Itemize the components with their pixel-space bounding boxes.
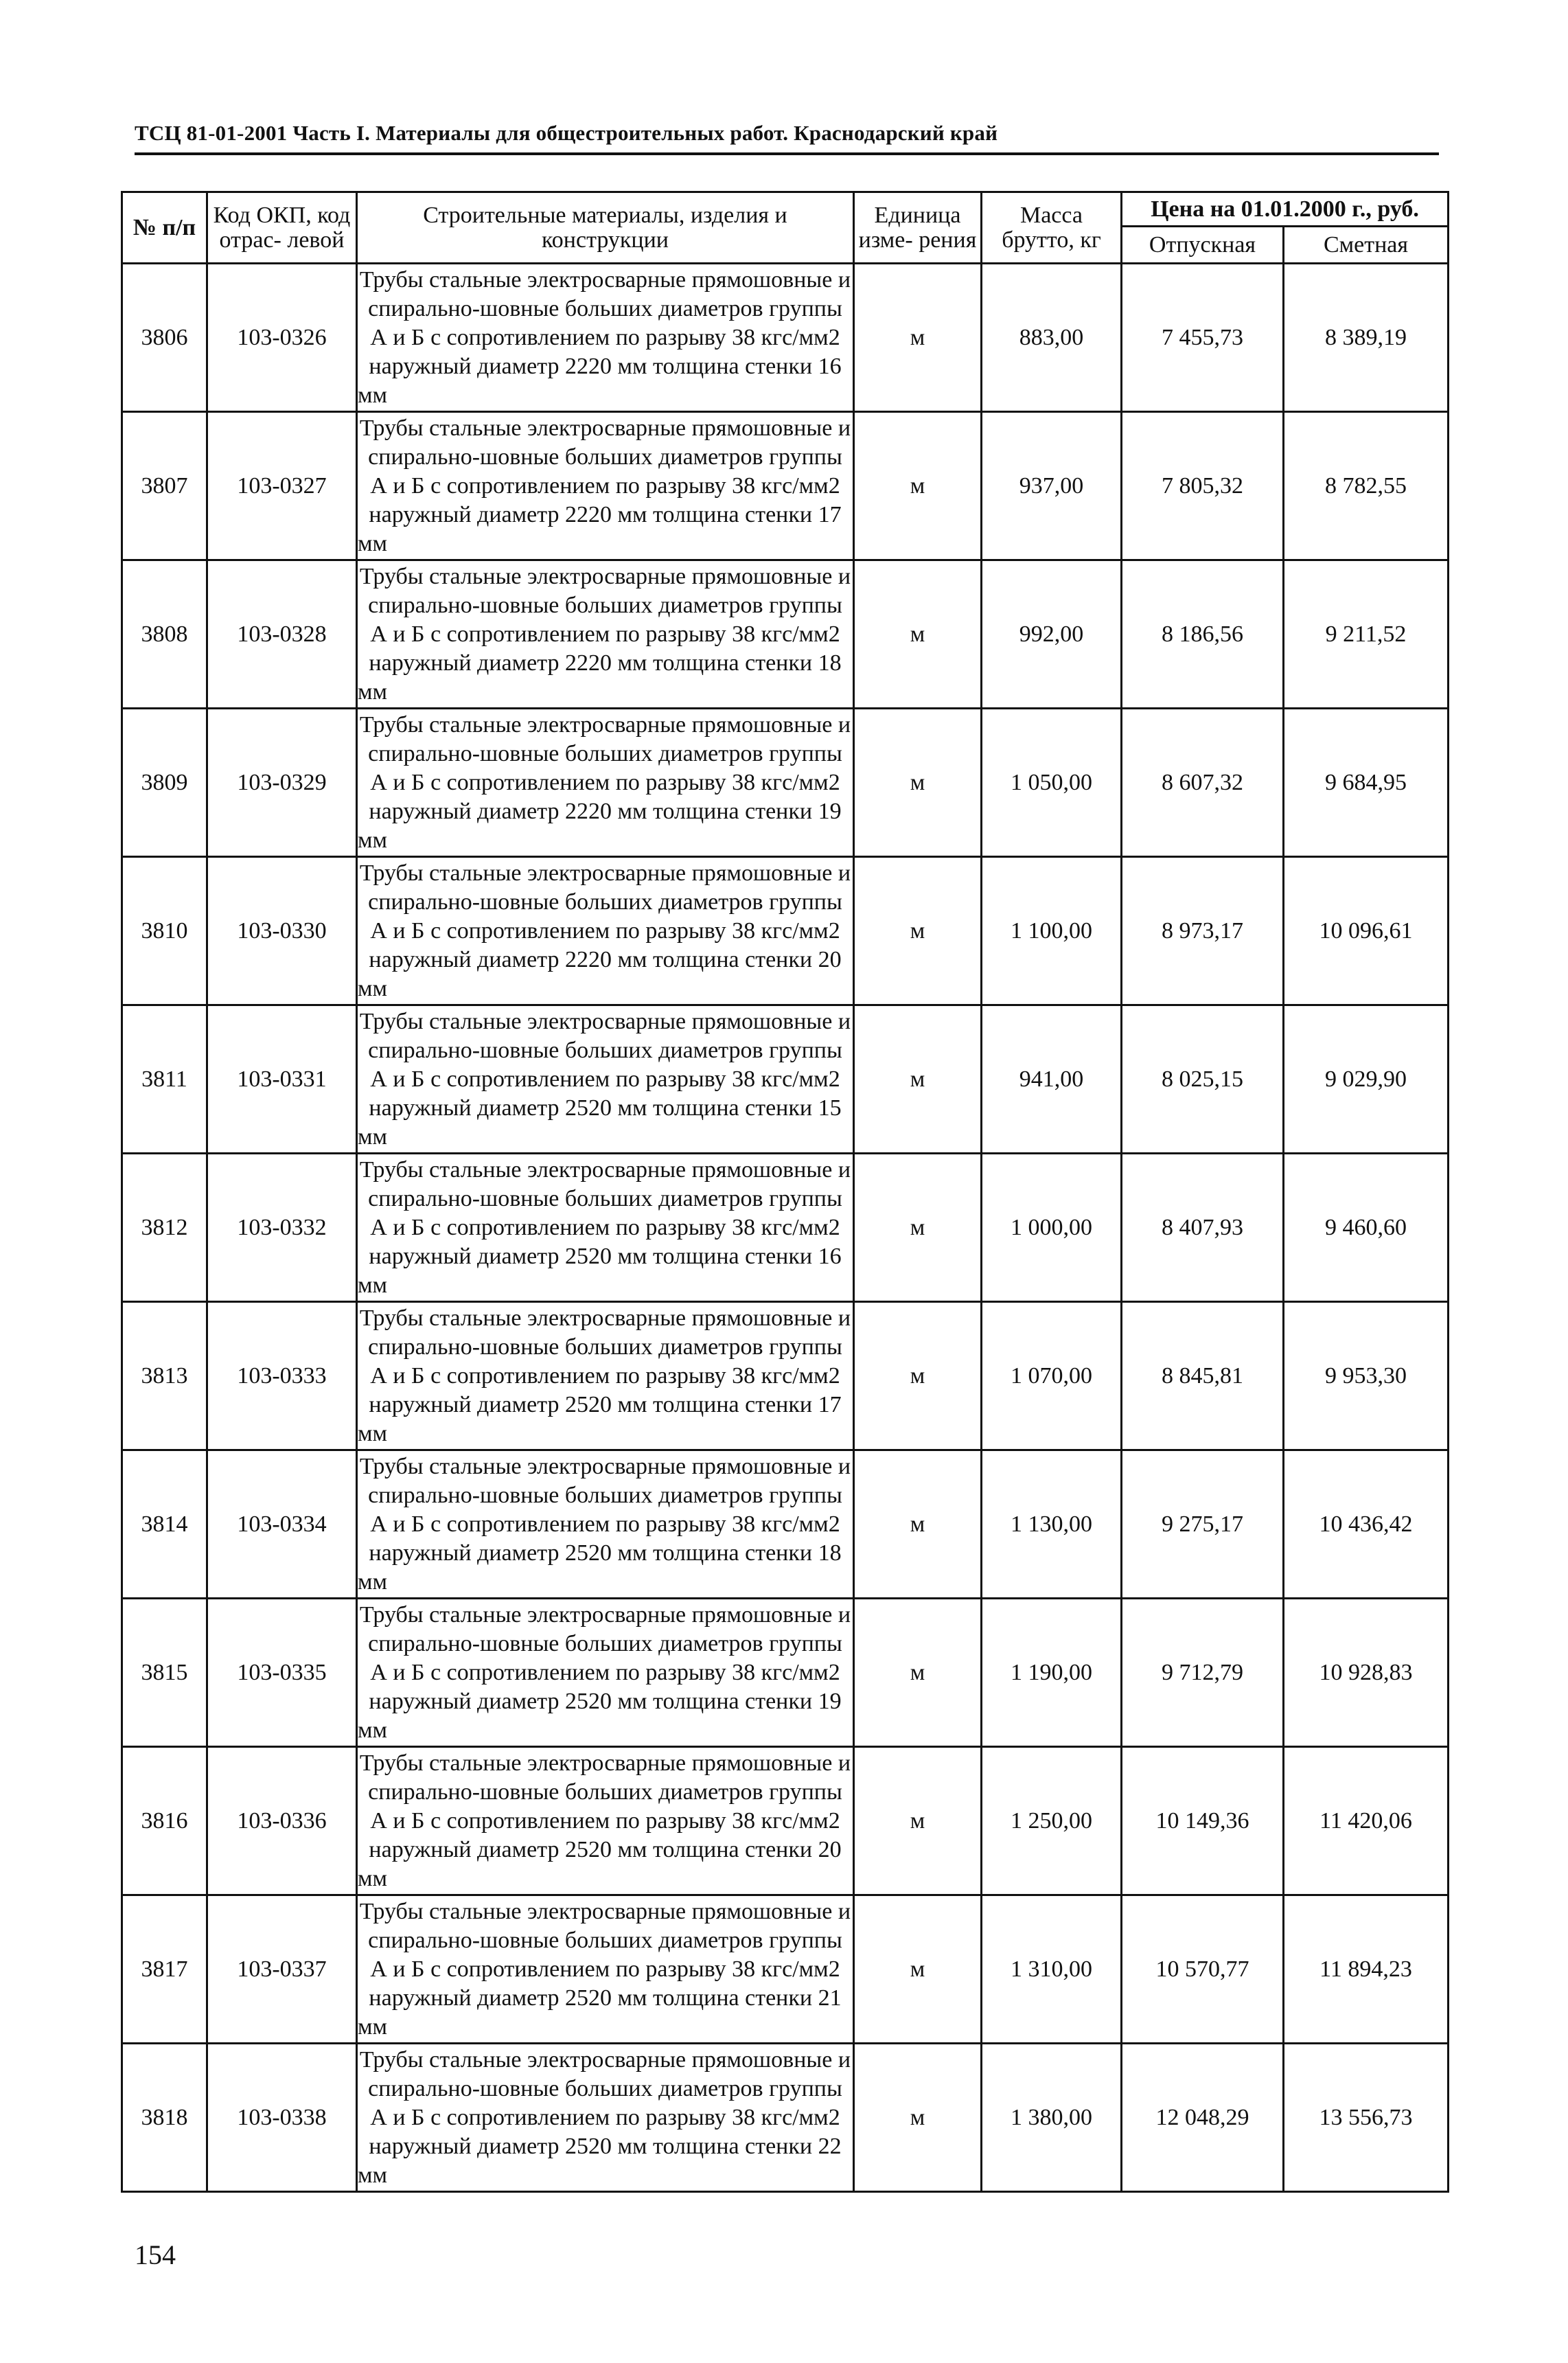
cell-mass: 1 310,00 [982, 1895, 1122, 2044]
cell-num: 3807 [122, 412, 207, 560]
price-table [121, 191, 1449, 2193]
cell-num: 3811 [122, 1005, 207, 1154]
cell-price-release: 8 407,93 [1122, 1154, 1284, 1302]
cell-code: 103-0328 [207, 560, 357, 709]
cell-mass: 937,00 [982, 412, 1122, 560]
cell-num: 3806 [122, 264, 207, 412]
cell-description: Трубы стальные электросварные прямошовные и спирально-шовные больших диаметров группы А и Б с сопротивлением по разрыву 38 кгс/мм2 наружный диаметр 2220 мм толщина стенки 16 мм [357, 264, 854, 412]
table-row [122, 1005, 1449, 1154]
cell-price-release: 8 025,15 [1122, 1005, 1284, 1154]
column-header-price-estimate: Сметная [1284, 227, 1449, 264]
cell-num: 3809 [122, 709, 207, 857]
cell-code: 103-0329 [207, 709, 357, 857]
cell-num: 3810 [122, 857, 207, 1005]
cell-price-estimate: 10 928,83 [1284, 1599, 1449, 1747]
table-row [122, 1450, 1449, 1599]
cell-mass: 992,00 [982, 560, 1122, 709]
cell-code: 103-0336 [207, 1747, 357, 1895]
cell-description: Трубы стальные электросварные прямошовные и спирально-шовные больших диаметров группы А и Б с сопротивлением по разрыву 38 кгс/мм2 наружный диаметр 2520 мм толщина стенки 21 мм [357, 1895, 854, 2044]
cell-mass: 1 130,00 [982, 1450, 1122, 1599]
cell-mass: 1 380,00 [982, 2044, 1122, 2192]
cell-description: Трубы стальные электросварные прямошовные и спирально-шовные больших диаметров группы А и Б с сопротивлением по разрыву 38 кгс/мм2 наружный диаметр 2520 мм толщина стенки 17 мм [357, 1302, 854, 1450]
table-row [122, 560, 1449, 709]
cell-price-release: 7 455,73 [1122, 264, 1284, 412]
cell-price-estimate: 9 460,60 [1284, 1154, 1449, 1302]
cell-price-release: 8 186,56 [1122, 560, 1284, 709]
table-row [122, 1895, 1449, 2044]
cell-description: Трубы стальные электросварные прямошовные и спирально-шовные больших диаметров группы А и Б с сопротивлением по разрыву 38 кгс/мм2 наружный диаметр 2520 мм толщина стенки 22 мм [357, 2044, 854, 2192]
cell-unit: м [854, 1450, 982, 1599]
cell-num: 3816 [122, 1747, 207, 1895]
table-row [122, 1302, 1449, 1450]
column-header-num: № п/п [122, 192, 207, 264]
table-row [122, 857, 1449, 1005]
cell-unit: м [854, 1302, 982, 1450]
column-header-price-group: Цена на 01.01.2000 г., руб. [1122, 192, 1449, 227]
cell-price-release: 8 973,17 [1122, 857, 1284, 1005]
cell-code: 103-0334 [207, 1450, 357, 1599]
table-row [122, 1747, 1449, 1895]
cell-price-release: 8 845,81 [1122, 1302, 1284, 1450]
cell-price-estimate: 11 420,06 [1284, 1747, 1449, 1895]
cell-description: Трубы стальные электросварные прямошовные и спирально-шовные больших диаметров группы А и Б с сопротивлением по разрыву 38 кгс/мм2 наружный диаметр 2220 мм толщина стенки 20 мм [357, 857, 854, 1005]
table-row [122, 412, 1449, 560]
cell-mass: 941,00 [982, 1005, 1122, 1154]
cell-price-release: 8 607,32 [1122, 709, 1284, 857]
cell-description: Трубы стальные электросварные прямошовные и спирально-шовные больших диаметров группы А и Б с сопротивлением по разрыву 38 кгс/мм2 наружный диаметр 2220 мм толщина стенки 18 мм [357, 560, 854, 709]
cell-unit: м [854, 1005, 982, 1154]
page-header-title: ТСЦ 81-01-2001 Часть I. Материалы для общестроительных работ. Краснодарский край [135, 121, 998, 145]
cell-description: Трубы стальные электросварные прямошовные и спирально-шовные больших диаметров группы А и Б с сопротивлением по разрыву 38 кгс/мм2 наружный диаметр 2520 мм толщина стенки 16 мм [357, 1154, 854, 1302]
cell-price-estimate: 9 953,30 [1284, 1302, 1449, 1450]
cell-price-estimate: 8 389,19 [1284, 264, 1449, 412]
cell-mass: 1 070,00 [982, 1302, 1122, 1450]
cell-code: 103-0331 [207, 1005, 357, 1154]
cell-unit: м [854, 560, 982, 709]
cell-price-estimate: 9 211,52 [1284, 560, 1449, 709]
cell-price-release: 10 570,77 [1122, 1895, 1284, 2044]
cell-unit: м [854, 1599, 982, 1747]
cell-code: 103-0332 [207, 1154, 357, 1302]
header-rule [135, 152, 1439, 155]
cell-code: 103-0335 [207, 1599, 357, 1747]
cell-description: Трубы стальные электросварные прямошовные и спирально-шовные больших диаметров группы А и Б с сопротивлением по разрыву 38 кгс/мм2 наружный диаметр 2520 мм толщина стенки 15 мм [357, 1005, 854, 1154]
column-header-price-release: Отпускная [1122, 227, 1284, 264]
table-header-row [122, 192, 1449, 227]
cell-mass: 1 050,00 [982, 709, 1122, 857]
table-row [122, 1599, 1449, 1747]
cell-description: Трубы стальные электросварные прямошовные и спирально-шовные больших диаметров группы А и Б с сопротивлением по разрыву 38 кгс/мм2 наружный диаметр 2220 мм толщина стенки 17 мм [357, 412, 854, 560]
cell-code: 103-0337 [207, 1895, 357, 2044]
cell-unit: м [854, 1747, 982, 1895]
cell-price-estimate: 9 029,90 [1284, 1005, 1449, 1154]
table-row [122, 1154, 1449, 1302]
cell-unit: м [854, 412, 982, 560]
cell-unit: м [854, 1154, 982, 1302]
table-body [122, 264, 1449, 2192]
column-header-code: Код ОКП, код отрас- левой [207, 192, 357, 264]
cell-price-release: 7 805,32 [1122, 412, 1284, 560]
cell-price-estimate: 10 436,42 [1284, 1450, 1449, 1599]
cell-price-release: 9 275,17 [1122, 1450, 1284, 1599]
cell-mass: 1 250,00 [982, 1747, 1122, 1895]
column-header-mass: Масса брутто, кг [982, 192, 1122, 264]
cell-description: Трубы стальные электросварные прямошовные и спирально-шовные больших диаметров группы А и Б с сопротивлением по разрыву 38 кгс/мм2 наружный диаметр 2520 мм толщина стенки 19 мм [357, 1599, 854, 1747]
cell-price-estimate: 13 556,73 [1284, 2044, 1449, 2192]
cell-mass: 1 000,00 [982, 1154, 1122, 1302]
cell-num: 3814 [122, 1450, 207, 1599]
table-row [122, 2044, 1449, 2192]
cell-num: 3808 [122, 560, 207, 709]
cell-unit: м [854, 1895, 982, 2044]
cell-unit: м [854, 709, 982, 857]
column-header-unit: Единица изме- рения [854, 192, 982, 264]
cell-description: Трубы стальные электросварные прямошовные и спирально-шовные больших диаметров группы А и Б с сопротивлением по разрыву 38 кгс/мм2 наружный диаметр 2520 мм толщина стенки 18 мм [357, 1450, 854, 1599]
cell-num: 3817 [122, 1895, 207, 2044]
table-row [122, 709, 1449, 857]
table-row [122, 264, 1449, 412]
cell-mass: 1 190,00 [982, 1599, 1122, 1747]
cell-unit: м [854, 264, 982, 412]
cell-price-estimate: 8 782,55 [1284, 412, 1449, 560]
column-header-material: Строительные материалы, изделия и конструкции [357, 192, 854, 264]
cell-mass: 1 100,00 [982, 857, 1122, 1005]
cell-unit: м [854, 2044, 982, 2192]
cell-num: 3813 [122, 1302, 207, 1450]
cell-code: 103-0327 [207, 412, 357, 560]
cell-price-estimate: 10 096,61 [1284, 857, 1449, 1005]
page-number: 154 [135, 2239, 176, 2270]
cell-price-release: 9 712,79 [1122, 1599, 1284, 1747]
cell-description: Трубы стальные электросварные прямошовные и спирально-шовные больших диаметров группы А и Б с сопротивлением по разрыву 38 кгс/мм2 наружный диаметр 2520 мм толщина стенки 20 мм [357, 1747, 854, 1895]
cell-price-release: 12 048,29 [1122, 2044, 1284, 2192]
cell-code: 103-0330 [207, 857, 357, 1005]
cell-price-release: 10 149,36 [1122, 1747, 1284, 1895]
cell-num: 3818 [122, 2044, 207, 2192]
cell-mass: 883,00 [982, 264, 1122, 412]
cell-code: 103-0333 [207, 1302, 357, 1450]
cell-price-estimate: 9 684,95 [1284, 709, 1449, 857]
cell-code: 103-0338 [207, 2044, 357, 2192]
cell-price-estimate: 11 894,23 [1284, 1895, 1449, 2044]
cell-num: 3815 [122, 1599, 207, 1747]
cell-code: 103-0326 [207, 264, 357, 412]
cell-description: Трубы стальные электросварные прямошовные и спирально-шовные больших диаметров группы А и Б с сопротивлением по разрыву 38 кгс/мм2 наружный диаметр 2220 мм толщина стенки 19 мм [357, 709, 854, 857]
cell-unit: м [854, 857, 982, 1005]
cell-num: 3812 [122, 1154, 207, 1302]
